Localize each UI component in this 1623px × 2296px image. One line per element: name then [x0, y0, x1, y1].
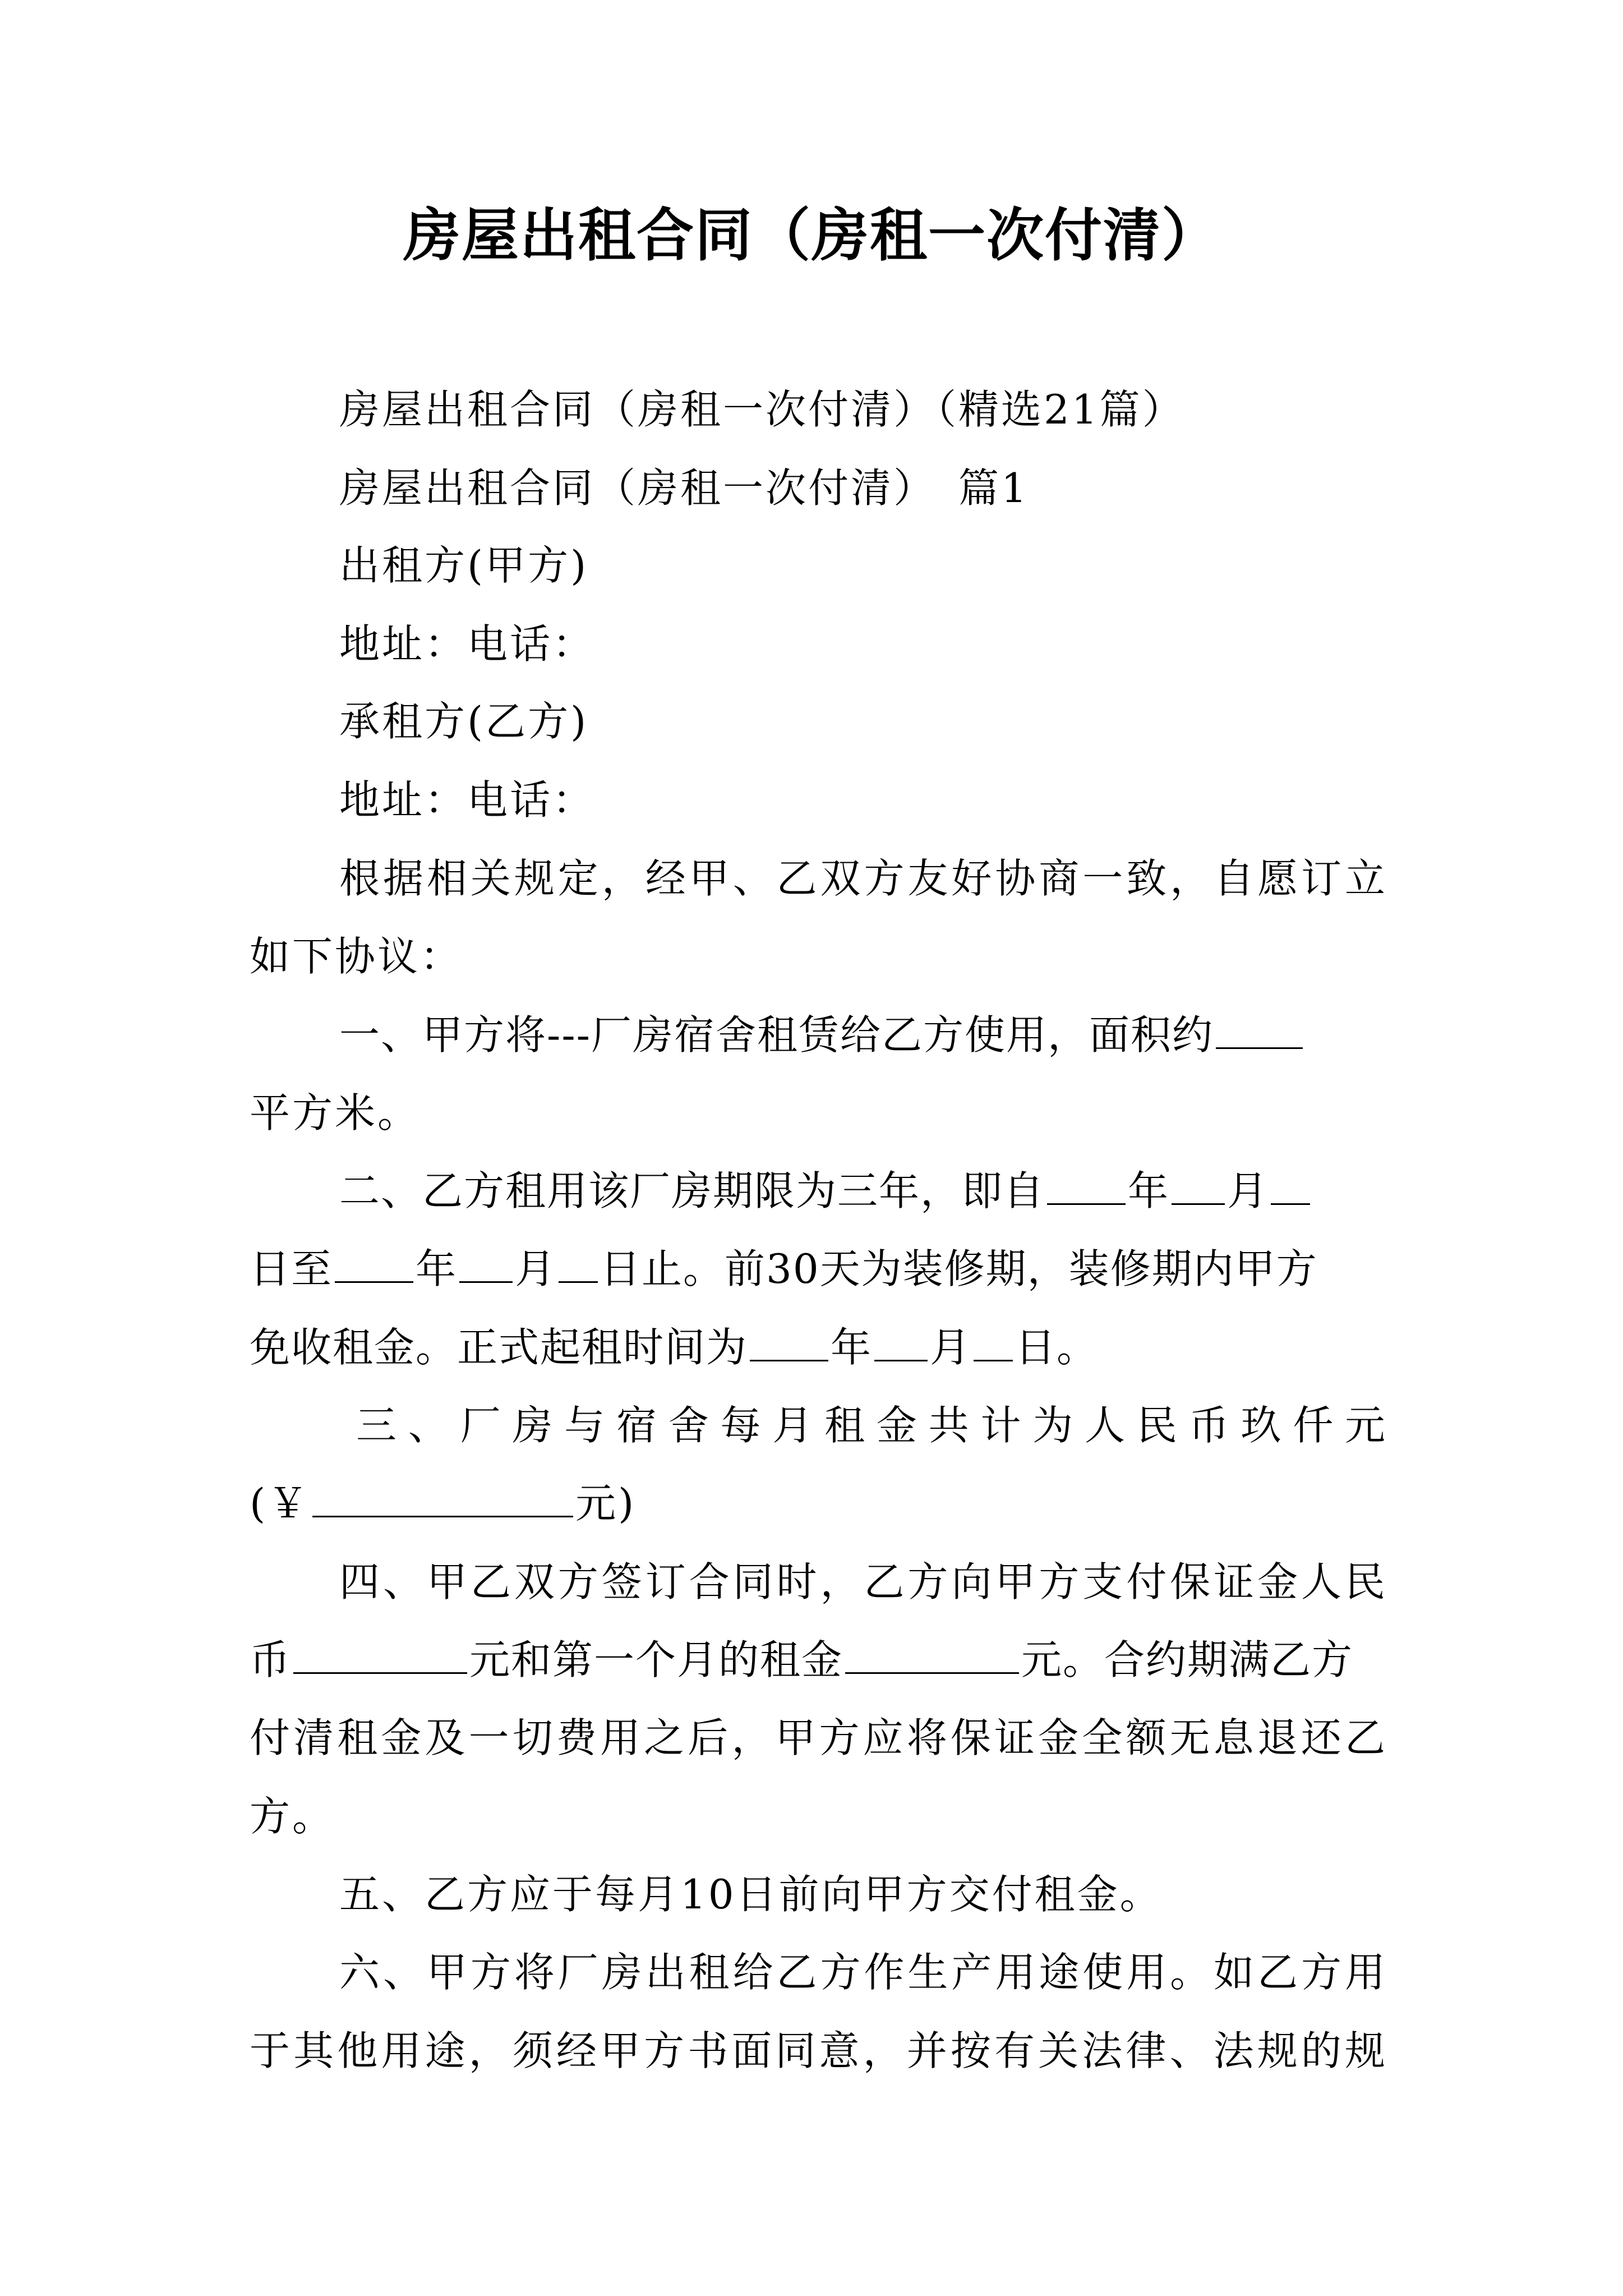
clause-4-text: 元。合约期满乙方 [1021, 1636, 1354, 1683]
clause-6-line: 六、甲方将厂房出租给乙方作生产用途使用。如乙方用 [339, 1949, 1385, 1996]
day-blank [559, 1246, 598, 1283]
document-subtitle: 房屋出租合同（房租一次付清）（精选21篇） [339, 386, 1185, 433]
clause-2-line [339, 1168, 1312, 1213]
lessor-label: 出租方(甲方) [339, 542, 589, 589]
clause-2-text: 月 [1227, 1167, 1269, 1214]
clause-3-text: 元) [575, 1480, 637, 1527]
lessee-label: 承租方(乙方) [339, 698, 589, 745]
clause-4-line: 付清租金及一切费用之后，甲方应将保证金全额无息退还乙 [250, 1714, 1385, 1761]
deposit-blank [293, 1637, 467, 1674]
clause-4-line: 方。 [250, 1793, 335, 1840]
clause-2-text: 月 [515, 1245, 557, 1292]
lessor-contact: 地址：电话： [339, 620, 596, 668]
clause-2-text: 日止。前30天为装修期，装修期内甲方 [600, 1245, 1318, 1292]
clause-4-line: 四、甲乙双方签订合同时，乙方向甲方支付保证金人民 [339, 1558, 1385, 1605]
clause-5-line: 五、乙方应于每月10日前向甲方交付租金。 [339, 1871, 1163, 1918]
month-blank [874, 1325, 928, 1361]
clause-2-line [250, 1325, 1098, 1370]
clause-1-line [339, 1013, 1305, 1057]
year-blank [1047, 1168, 1126, 1205]
clause-2-text: 日。 [1015, 1324, 1099, 1371]
rent-amount-blank [312, 1481, 573, 1517]
year-blank [750, 1325, 828, 1361]
first-month-rent-blank [845, 1637, 1019, 1674]
clause-4-text: 元和第一个月的租金 [469, 1636, 843, 1683]
day-blank [1271, 1168, 1310, 1205]
clause-3-line [250, 1481, 636, 1526]
intro-paragraph-line: 根据相关规定，经甲、乙双方友好协商一致，自愿订立 [339, 855, 1385, 902]
clause-2-text: 日至 [250, 1245, 333, 1292]
section-heading: 房屋出租合同（房租一次付清） 篇1 [339, 464, 1029, 512]
clause-2-text: 免收租金。正式起租时间为 [250, 1324, 748, 1371]
clause-4-text: 币 [250, 1636, 292, 1683]
clause-1-line: 平方米。 [250, 1089, 421, 1137]
month-blank [459, 1246, 513, 1283]
clause-2-text: 二、乙方租用该厂房期限为三年，即自 [339, 1167, 1045, 1214]
clause-2-text: 月 [930, 1324, 972, 1371]
clause-2-line [250, 1246, 1318, 1291]
month-blank [1172, 1168, 1225, 1205]
intro-paragraph-line: 如下协议： [250, 933, 463, 980]
day-blank [974, 1325, 1013, 1361]
clause-2-text: 年 [831, 1324, 873, 1371]
clause-4-line [250, 1637, 1353, 1682]
clause-2-text: 年 [416, 1245, 458, 1292]
area-blank [1216, 1013, 1303, 1049]
year-blank [335, 1246, 413, 1283]
lessee-contact: 地址：电话： [339, 776, 596, 823]
clause-6-line: 于其他用途，须经甲方书面同意，并按有关法律、法规的规 [250, 2027, 1385, 2074]
clause-2-text: 年 [1128, 1167, 1170, 1214]
document-title: 房屋出租合同（房租一次付清） [403, 202, 1220, 269]
clause-3-line: 三、厂房与宿舍每月租金共计为人民币玖仟元 [356, 1402, 1385, 1449]
clause-3-text: (￥ [250, 1480, 311, 1527]
clause-1-text: 一、甲方将---厂房宿舍租赁给乙方使用，面积约 [339, 1011, 1214, 1059]
